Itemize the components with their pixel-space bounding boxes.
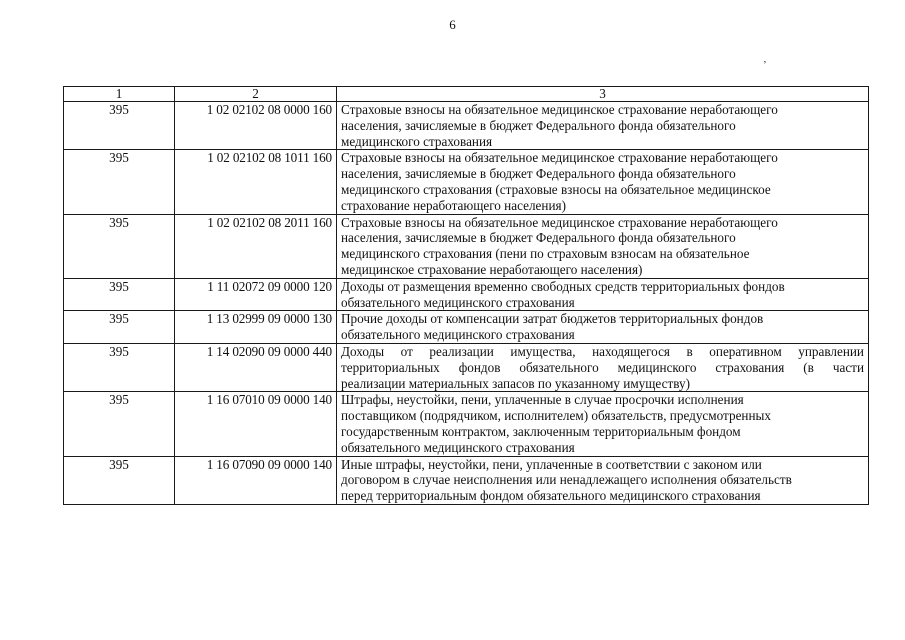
table-row	[64, 102, 869, 150]
revenue-code-cell: 1 02 02102 08 1011 160	[175, 150, 337, 214]
table-row	[64, 150, 869, 214]
description-line: населения, зачисляемые в бюджет Федерального фонда обязательного	[341, 230, 736, 246]
table-row	[64, 456, 869, 504]
admin-code-cell: 395	[64, 392, 175, 456]
description-cell	[337, 456, 869, 504]
revenue-code-cell: 1 16 07010 09 0000 140	[175, 392, 337, 456]
table-row	[64, 392, 869, 456]
description-cell	[337, 392, 869, 456]
description-cell	[337, 102, 869, 150]
description-line: поставщиком (подрядчиком, исполнителем) обязательств, предусмотренных	[341, 408, 771, 424]
description-cell	[337, 311, 869, 344]
column-header-2: 2	[175, 87, 337, 102]
description-line: Доходы от размещения временно свободных средств территориальных фондов	[341, 278, 785, 294]
description-line: населения, зачисляемые в бюджет Федерального фонда обязательного	[341, 166, 736, 182]
description-line: Прочие доходы от компенсации затрат бюджетов территориальных фондов	[341, 311, 764, 327]
description-line: Страховые взносы на обязательное медицинское страхование неработающего	[341, 214, 778, 230]
description-line: договором в случае неисполнения или ненадлежащего исполнения обязательств	[341, 472, 792, 488]
description-line: реализации материальных запасов по указанному имуществу)	[341, 375, 690, 391]
description-cell	[337, 150, 869, 214]
table-row	[64, 278, 869, 311]
admin-code-cell: 395	[64, 456, 175, 504]
table-row	[64, 311, 869, 344]
revenue-code-cell: 1 02 02102 08 0000 160	[175, 102, 337, 150]
revenue-code-cell: 1 11 02072 09 0000 120	[175, 278, 337, 311]
admin-code-cell: 395	[64, 150, 175, 214]
revenue-code-cell: 1 13 02999 09 0000 130	[175, 311, 337, 344]
description-line: медицинского страхования (страховые взносы на обязательное медицинское	[341, 181, 771, 197]
table-row	[64, 214, 869, 278]
admin-code-cell: 395	[64, 214, 175, 278]
description-line: населения, зачисляемые в бюджет Федерального фонда обязательного	[341, 117, 736, 133]
description-line: Страховые взносы на обязательное медицинское страхование неработающего	[341, 150, 778, 166]
description-cell	[337, 278, 869, 311]
description-line: перед территориальным фондом обязательного медицинского страхования	[341, 488, 761, 504]
column-header-3: 3	[337, 87, 869, 102]
table-body	[64, 87, 869, 505]
description-line: Страховые взносы на обязательное медицинское страхование неработающего	[341, 102, 778, 117]
admin-code-cell: 395	[64, 311, 175, 344]
revenue-code-cell: 1 14 02090 09 0000 440	[175, 343, 337, 391]
description-cell	[337, 343, 869, 391]
admin-code-cell: 395	[64, 343, 175, 391]
description-line: обязательного медицинского страхования	[341, 327, 575, 343]
revenue-code-cell: 1 16 07090 09 0000 140	[175, 456, 337, 504]
admin-code-cell: 395	[64, 102, 175, 150]
page-number: 6	[449, 17, 456, 32]
description-line: территориальных фондов обязательного медицинского страхования (в части	[341, 359, 864, 375]
description-line: государственным контрактом, заключенным территориальным фондом	[341, 423, 741, 439]
revenue-codes-table	[63, 86, 869, 505]
description-line: медицинского страхования (пени по страховым взносам на обязательное	[341, 246, 750, 262]
description-line: Штрафы, неустойки, пени, уплаченные в случае просрочки исполнения	[341, 392, 744, 408]
description-line: медицинского страхования	[341, 133, 493, 149]
description-line: обязательного медицинского страхования	[341, 439, 575, 455]
revenue-code-cell: 1 02 02102 08 2011 160	[175, 214, 337, 278]
description-line: Доходы от реализации имущества, находящегося в оперативном управлении	[341, 343, 864, 359]
description-line: Иные штрафы, неустойки, пени, уплаченные в соответствии с законом или	[341, 456, 762, 472]
admin-code-cell: 395	[64, 278, 175, 311]
column-header-1: 1	[64, 87, 175, 102]
description-cell	[337, 214, 869, 278]
table-header-row	[64, 87, 869, 102]
scan-mark: ’	[763, 59, 767, 71]
description-line: медицинское страхование неработающего населения)	[341, 261, 643, 277]
table-row	[64, 343, 869, 391]
description-line: обязательного медицинского страхования	[341, 294, 575, 310]
description-line: страхование неработающего населения)	[341, 197, 566, 213]
